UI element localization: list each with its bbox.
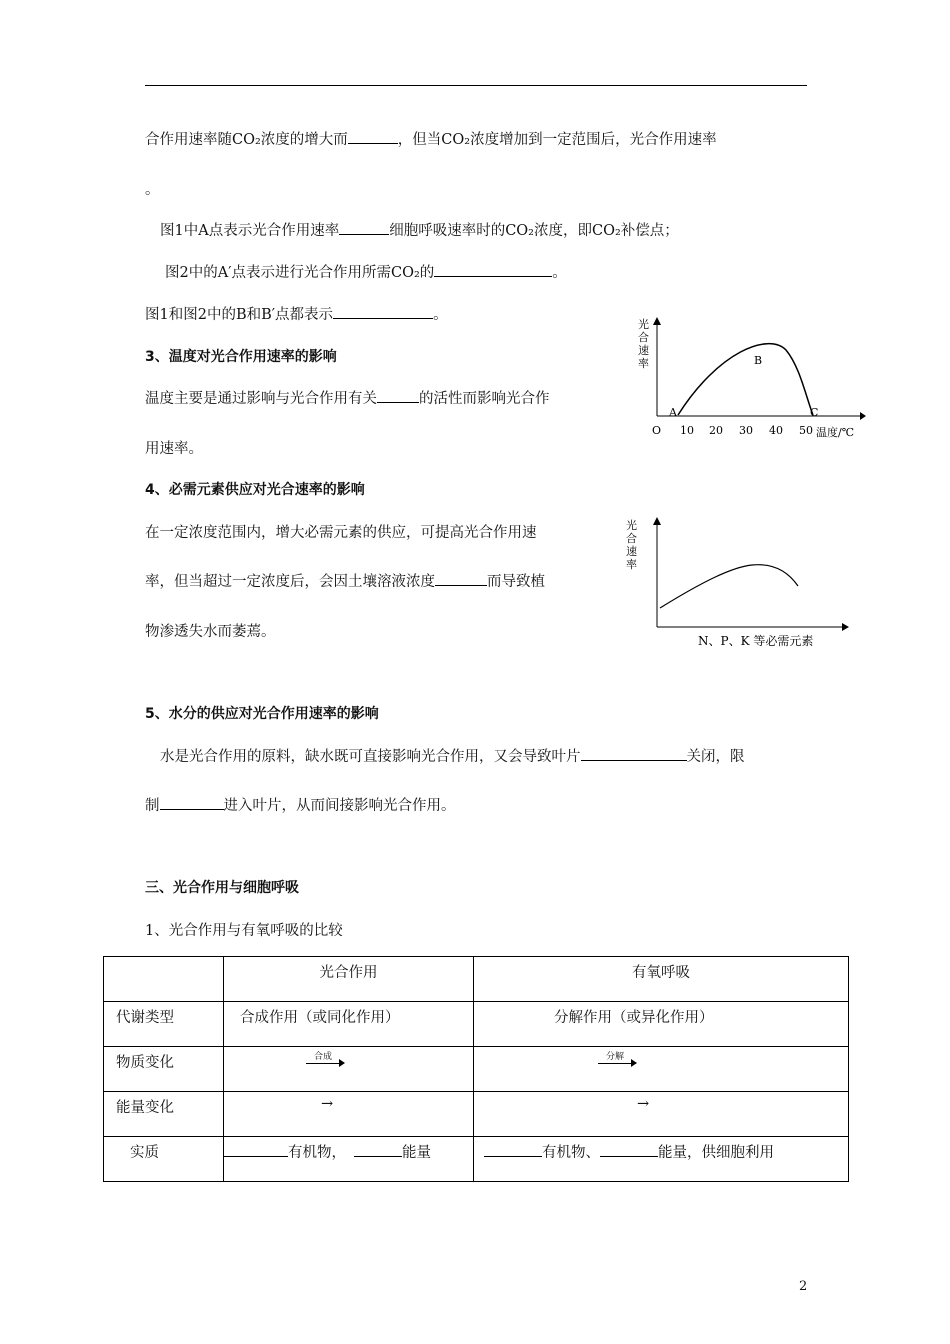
table-cell: 合成作用（或同化作用） [224, 1002, 474, 1047]
table-row [104, 957, 849, 1002]
table-row [104, 1092, 849, 1137]
blank[interactable] [377, 388, 419, 403]
section-4-title: 4、必需元素供应对光合速率的影响 [145, 482, 365, 498]
s5-line-2: 制 进入叶片，从而间接影响光合作用。 [145, 794, 456, 815]
x-axis-label: N、P、K 等必需元素 [698, 634, 814, 648]
s3-line-2: 用速率。 [145, 441, 203, 457]
y-label-char: 光 [626, 519, 637, 532]
blank[interactable] [348, 129, 398, 144]
table-cell: 代谢类型 [104, 1002, 224, 1047]
table-row [104, 1137, 849, 1182]
y-label-char: 率 [638, 357, 649, 370]
tick-label: 10 [680, 424, 694, 437]
tick-label: 40 [769, 424, 783, 437]
blank[interactable] [333, 304, 433, 319]
para-line-5: 图1和图2中的B和B′点都表示 。 [145, 303, 448, 324]
tick-label: 20 [709, 424, 723, 437]
x-axis-label: 温度/℃ [816, 426, 855, 439]
y-label-char: 速 [626, 545, 637, 558]
blank[interactable] [160, 795, 224, 810]
blank[interactable] [354, 1142, 402, 1157]
table-header-cell: 有氧呼吸 [474, 957, 849, 1002]
y-label-char: 光 [638, 318, 649, 331]
y-label-char: 速 [638, 344, 649, 357]
table-row [104, 1047, 849, 1092]
header-rule [145, 85, 807, 86]
table-cell: 有机物、 能量，供细胞利用 [474, 1137, 849, 1182]
s5-line-1: 水是光合作用的原料，缺水既可直接影响光合作用，又会导致叶片 关闭，限 [160, 745, 745, 766]
section-5-title: 5、水分的供应对光合作用速率的影响 [145, 706, 379, 722]
table-cell: 有机物， 能量 [224, 1137, 474, 1182]
table-cell: 分解作用（或异化作用） [474, 1002, 849, 1047]
para-line-2: 。 [145, 182, 160, 198]
y-label-char: 率 [626, 558, 637, 571]
point-b-label: B [754, 354, 763, 367]
table-cell: 能量变化 [104, 1092, 224, 1137]
tick-label: 50 [799, 424, 813, 437]
para-line-4: 图2中的A′点表示进行光合作用所需CO₂的 。 [165, 261, 567, 282]
s4-line-3: 物渗透失水而萎蔫。 [145, 624, 276, 640]
tick-label: 30 [739, 424, 753, 437]
table-cell [224, 1092, 474, 1137]
table-cell [474, 1047, 849, 1092]
blank[interactable] [434, 262, 552, 277]
blank[interactable] [339, 220, 389, 235]
para-line-3: 图1中A点表示光合作用速率 细胞呼吸速率时的CO₂浓度，即CO₂补偿点； [160, 219, 679, 240]
s4-line-2: 率，但当超过一定浓度后，会因土壤溶液浓度 而导致植 [145, 570, 545, 591]
table-header-cell: 光合作用 [224, 957, 474, 1002]
section-3-title: 3、温度对光合作用速率的影响 [145, 349, 337, 365]
temperature-chart [628, 312, 868, 442]
table-cell [474, 1092, 849, 1137]
table-cell [224, 1047, 474, 1092]
para-line-1: 合作用速率随CO₂浓度的增大而 ，但当CO₂浓度增加到一定范围后，光合作用速率 [145, 128, 717, 149]
blank[interactable] [484, 1142, 542, 1157]
blank[interactable] [600, 1142, 658, 1157]
s4-line-1: 在一定浓度范围内，增大必需元素的供应，可提高光合作用速 [145, 525, 537, 541]
arrow-icon: → [321, 1096, 334, 1112]
part-3-title: 三、光合作用与细胞呼吸 [145, 880, 299, 896]
page-number: 2 [799, 1279, 808, 1294]
point-c-label: C [810, 406, 819, 419]
table-row [104, 1002, 849, 1047]
s3-line-1: 温度主要是通过影响与光合作用有关 的活性而影响光合作 [145, 387, 550, 408]
tick-label: O [652, 424, 662, 437]
comparison-table [103, 956, 849, 1182]
table-cell: 实质 [104, 1137, 224, 1182]
table-cell: 物质变化 [104, 1047, 224, 1092]
synthesis-arrow: 合成 [306, 1049, 346, 1071]
arrow-icon: → [637, 1096, 650, 1112]
decomposition-arrow: 分解 [598, 1049, 638, 1071]
y-label-char: 合 [638, 331, 649, 344]
blank[interactable] [224, 1142, 288, 1157]
blank[interactable] [435, 571, 487, 586]
y-label-char: 合 [626, 532, 637, 545]
part-3-subtitle: 1、光合作用与有氧呼吸的比较 [145, 923, 343, 939]
point-a-label: A [669, 406, 677, 419]
table-cell [104, 957, 224, 1002]
nutrient-chart [622, 512, 854, 652]
blank[interactable] [581, 746, 687, 761]
